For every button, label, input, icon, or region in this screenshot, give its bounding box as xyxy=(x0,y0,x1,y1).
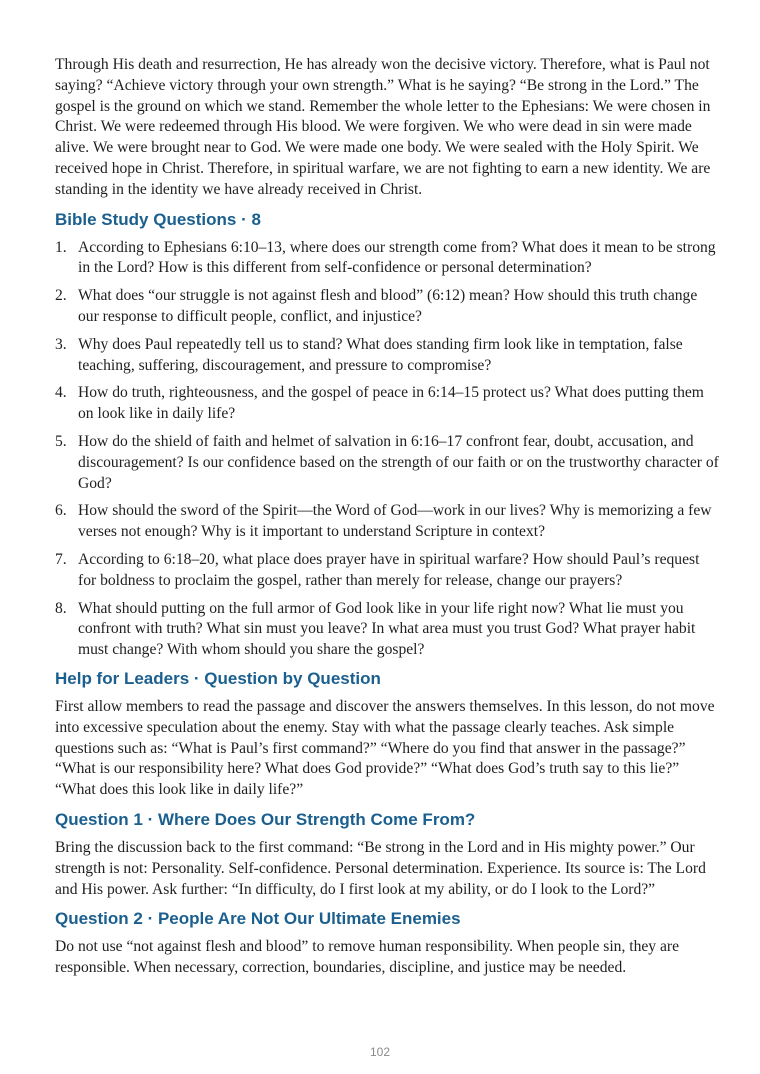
leaders-heading: Help for Leaders · Question by Question xyxy=(55,668,381,688)
question-item xyxy=(55,432,720,494)
question-text: How do truth, righteousness, and the gospel of peace in 6:14–15 protect us? What does putting them on look like in daily life? xyxy=(78,384,704,423)
leaders-paragraph: First allow members to read the passage and discover the answers themselves. In this lesson, do not move into excessive speculation about the enemy. Stay with what the passage clearly teaches. Ask simple questions such as: “What is Paul’s first command?” “Where do you find that answer in the passage?” “What is our responsibility here? What does God provide?” “What does God’s truth say to this lie?” “What does this look like in daily life?” xyxy=(55,697,715,799)
question-text: How do the shield of faith and helmet of salvation in 6:16–17 confront fear, doubt, accusation, and discouragement? Is our confidence based on the strength of our faith or on the trustworthy character of God? xyxy=(78,432,719,492)
study-questions-heading: Bible Study Questions · 8 xyxy=(55,209,261,229)
study-questions-list xyxy=(55,238,720,661)
question-number: 3. xyxy=(55,335,67,353)
question-number: 8. xyxy=(55,599,67,617)
question-item xyxy=(55,550,720,592)
question-item xyxy=(55,238,720,280)
intro-paragraph: Through His death and resurrection, He has already won the decisive victory. Therefore, what is Paul not saying? “Achieve victory through your own strength.” What is he saying? “Be strong in the Lord.” The gospel is the ground on which we stand. Remember the whole letter to the Ephesians: We were chosen in Christ. We were redeemed through His blood. We were forgiven. We who were dead in sin were made alive. We were brought near to God. We were made one body. We were sealed with the Holy Spirit. We received hope in Christ. Therefore, in spiritual warfare, we are not fighting to earn a new identity. We are standing in the identity we have already received in Christ. xyxy=(55,56,711,198)
question-number: 2. xyxy=(55,287,67,305)
question-number: 4. xyxy=(55,384,67,402)
question-number: 6. xyxy=(55,502,67,520)
question-2-heading: Question 2 · People Are Not Our Ultimate Enemies xyxy=(55,909,461,929)
question-text: According to 6:18–20, what place does prayer have in spiritual warfare? How should Paul’s request for boldness to proclaim the gospel, rather than merely for release, change our prayers? xyxy=(78,550,700,589)
question-item xyxy=(55,286,720,328)
question-item xyxy=(55,599,720,661)
question-2-paragraph: Do not use “not against flesh and blood” to remove human responsibility. When people sin, they are responsible. When necessary, correction, boundaries, discipline, and justice may be needed. xyxy=(55,938,680,977)
question-number: 5. xyxy=(55,432,67,450)
question-item xyxy=(55,335,720,377)
question-number: 7. xyxy=(55,550,67,568)
question-item xyxy=(55,501,720,543)
question-1-paragraph: Bring the discussion back to the first command: “Be strong in the Lord and in His mighty power.” Our strength is not: Personality. Self-confidence. Personal determination. Experience. Its source is: The Lord and His power. Ask further: “In difficulty, do I first look at my ability, or do I look to the Lord?” xyxy=(55,838,706,898)
question-text: What does “our struggle is not against flesh and blood” (6:12) mean? How should this truth change our response to difficult people, conflict, and injustice? xyxy=(78,287,698,325)
page-number: 102 xyxy=(369,1045,391,1059)
question-text: How should the sword of the Spirit—the Word of God—work in our lives? Why is memorizing a few verses not enough? Why is it important to understand Scripture in context? xyxy=(78,502,712,541)
question-number: 1. xyxy=(55,238,67,256)
question-text: What should putting on the full armor of God look like in your life right now? What lie must you confront with truth? What sin must you leave? In what area must you trust God? What prayer habit must change? With whom should you share the gospel? xyxy=(78,599,696,659)
question-1-heading: Question 1 · Where Does Our Strength Come From? xyxy=(55,809,476,829)
question-item xyxy=(55,383,720,425)
question-text: Why does Paul repeatedly tell us to stand? What does standing firm look like in temptation, false teaching, suffering, discouragement, and pressure to compromise? xyxy=(78,335,683,374)
question-text: According to Ephesians 6:10–13, where does our strength come from? What does it mean to be strong in the Lord? How is this different from self-confidence or personal determination? xyxy=(78,238,716,277)
